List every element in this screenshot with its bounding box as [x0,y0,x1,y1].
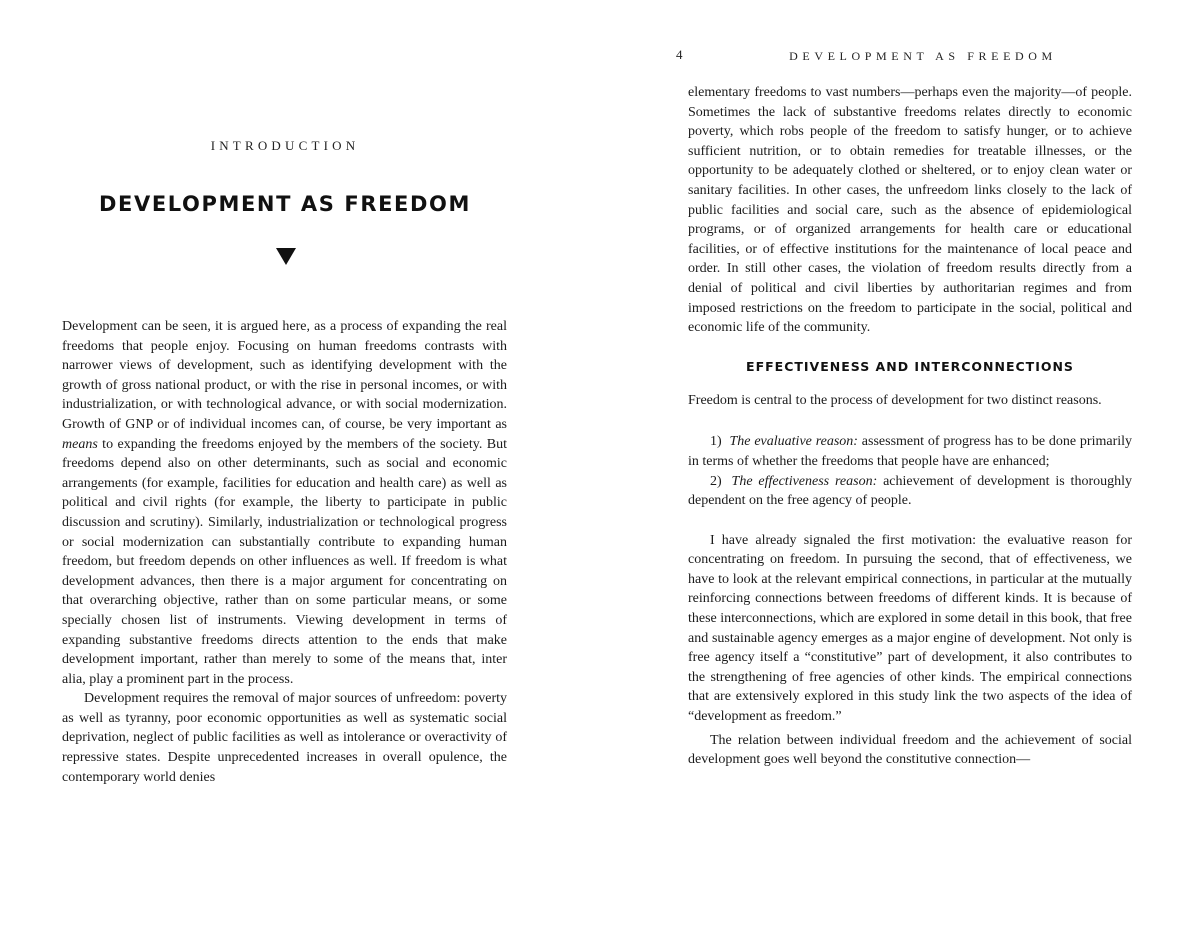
paragraph: Freedom is central to the process of development for two distinct reasons. [688,392,1102,408]
left-body-text [62,317,507,787]
list-number: 1) [710,434,722,450]
text-span: to expanding the freedoms enjoyed by the members of the society. But freedoms depend also on other determinants, such as social and economic arrangements (for example, facilities for education and health care) as well as political and civil rights (for example, the liberty to participate in public discussion and scrutiny). Similarly, industrialization or technological progress or social modernization can substantially contribute to expanding human freedom, but freedom depends on other influences as well. If freedom is what development advances, then there is a major argument for concentrating on that overarching objective, rather than on some particular means, or some specially chosen list of instruments. Viewing development in terms of expanding substantive freedoms directs attention to the ends that make development important, rather than merely to some of the means that, inter alia, play a prominent part in the process. [62,436,507,687]
paragraph: elementary freedoms to vast numbers—perhaps even the majority—of people. Sometimes the lack of substantive freedoms relates directly to economic poverty, which robs people of the freedom to satisfy hunger, or to achieve sufficient nutrition, or to obtain remedies for treatable illnesses, or the opportunity to be adequately clothed or sheltered, or to enjoy clean water or sanitary facilities. In other cases, the unfreedom links closely to the lack of public facilities and social care, such as the absence of epidemiological programs, or of organized arrangements for health care or educational facilities, or of effective institutions for the maintenance of local peace and order. In still other cases, the violation of freedom results directly from a denial of political and civil liberties by authoritarian regimes and from imposed restrictions on the freedom to participate in the social, political and economic life of the community. [688,85,1132,336]
right-page [600,0,1200,927]
introduction-label: INTRODUCTION [210,138,360,153]
numbered-list [688,432,1132,510]
paragraph: Development requires the removal of major sources of unfreedom: poverty as well as tyranny, poor economic opportunities as well as systematic social deprivation, neglect of public facilities as well as intolerance or overactivity of repressive states. Despite unprecedented increases in overall opulence, the contemporary world denies [62,691,507,785]
paragraph: The relation between individual freedom and the achievement of social development goes well beyond the constitutive connection— [688,732,1132,768]
list-item [688,432,1132,471]
text-span: Development can be seen, it is argued here, as a process of expanding the real freedoms that people enjoy. Focusing on human freedoms contrasts with narrower views of development, such as identifying development with the growth of gross national product, or with the rise in personal incomes, or with industrialization, or with technological advance, or with social modernization. Growth of GNP or of individual incomes can, of course, be very important as [62,319,507,432]
emphasis-text: The evaluative reason: [729,434,858,450]
list-item [688,472,1132,511]
right-body-text [688,83,1132,770]
down-triangle-icon [276,248,296,265]
text-span: achievement of development is thoroughly dependent on the free agency of people. [688,473,1132,509]
section-heading: EFFECTIVENESS AND INTERCONNECTIONS [746,358,1074,374]
chapter-title: DEVELOPMENT AS FREEDOM [99,192,471,216]
text-span: assessment of progress has to be done primarily in terms of whether the freedoms that people have are enhanced; [688,434,1133,469]
list-number: 2) [710,473,722,489]
page-number: 4 [676,47,683,62]
paragraph [62,317,507,689]
emphasis-text: means [62,436,98,452]
emphasis-text: The effectiveness reason: [731,473,878,489]
paragraph: I have already signaled the first motivation: the evaluative reason for concentrating on freedom. In pursuing the second, that of effectiveness, we have to look at the relevant empirical connections, in particular at the mutually reinforcing connections between freedoms of different kinds. It is because of these interconnections, which are explored in some detail in this book, that free and sustainable agency emerges as a major engine of development. Not only is free agency itself a “constitutive” part of development, it also contributes to the strengthening of free agencies of other kinds. The empirical connections that are extensively explored in this study link the two aspects of the idea of “development as freedom.” [688,532,1132,725]
running-head: DEVELOPMENT AS FREEDOM [789,49,1057,63]
